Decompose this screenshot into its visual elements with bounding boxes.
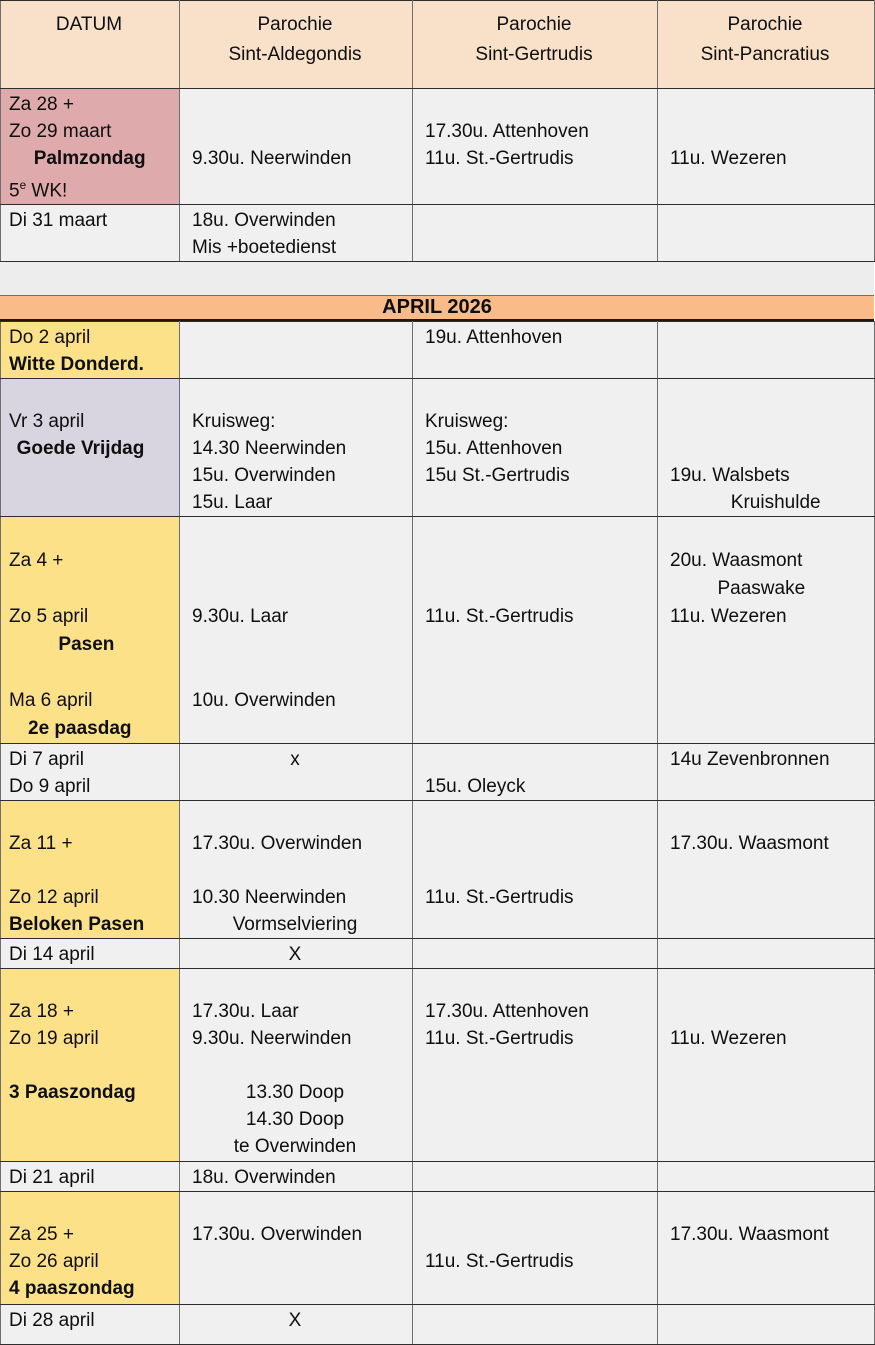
cell-line: 11u. Wezeren bbox=[670, 148, 787, 169]
cell-di-14-april-sint-gertrudis bbox=[413, 939, 658, 969]
table-header-row bbox=[1, 1, 875, 89]
cell-di-31-maart-sint-gertrudis bbox=[413, 205, 658, 262]
cell-line bbox=[658, 971, 872, 998]
cell-line bbox=[1, 659, 177, 687]
cell-vr-3-april-goede-vrijdag-datum bbox=[1, 379, 180, 517]
april-schedule-table bbox=[0, 321, 875, 1345]
cell-line bbox=[658, 519, 872, 547]
cell-za11-zo12-beloken-pasen-datum bbox=[1, 801, 180, 939]
cell-line: 17.30u. Overwinden bbox=[192, 833, 363, 855]
cell-line bbox=[1, 1194, 177, 1221]
cell-line bbox=[658, 1194, 872, 1221]
cell-line: 14.30 Doop bbox=[245, 1109, 345, 1131]
cell-line: Beloken Pasen bbox=[9, 914, 145, 936]
cell-line bbox=[180, 547, 410, 575]
cell-za18-zo19-3-paaszondag-sint-gertrudis bbox=[413, 969, 658, 1162]
column-header-line: Parochie bbox=[257, 14, 333, 35]
cell-za18-zo19-3-paaszondag-sint-pancratius bbox=[658, 969, 875, 1162]
cell-line: Vormselviering bbox=[232, 914, 358, 936]
cell-line: 13.30 Doop bbox=[245, 1082, 345, 1104]
cell-line: 15u. Overwinden bbox=[192, 465, 336, 487]
cell-za25-zo26-4-paaszondag-datum bbox=[1, 1192, 180, 1305]
cell-za28-zo29-palmzondag-sint-gertrudis bbox=[413, 89, 658, 205]
cell-line: 11u. St.-Gertrudis bbox=[425, 148, 574, 169]
cell-za11-zo12-beloken-pasen-sint-aldegondis bbox=[180, 801, 413, 939]
cell-di-28-april-sint-pancratius bbox=[658, 1305, 875, 1345]
cell-line bbox=[180, 971, 410, 998]
cell-di-31-maart-sint-aldegondis bbox=[180, 205, 413, 262]
cell-line bbox=[413, 575, 655, 603]
cell-line: Di 7 april bbox=[9, 749, 84, 771]
cell-di-14-april-sint-aldegondis bbox=[180, 939, 413, 969]
month-banner-label: APRIL 2026 bbox=[382, 296, 492, 319]
column-header-line: Sint-Aldegondis bbox=[228, 44, 362, 65]
cell-vr-3-april-goede-vrijdag-sint-pancratius bbox=[658, 379, 875, 517]
cell-line bbox=[180, 631, 410, 659]
cell-za11-zo12-beloken-pasen-sint-pancratius bbox=[658, 801, 875, 939]
cell-line: 18u. Overwinden bbox=[192, 1167, 336, 1189]
march-schedule-table bbox=[0, 0, 875, 262]
cell-line: 11u. Wezeren bbox=[670, 1028, 787, 1050]
cell-za25-zo26-4-paaszondag-sint-aldegondis bbox=[180, 1192, 413, 1305]
cell-di-7-do-9-april-sint-pancratius bbox=[658, 744, 875, 801]
cell-line bbox=[180, 857, 410, 884]
cell-line bbox=[413, 381, 655, 408]
cell-line: 17.30u. Attenhoven bbox=[425, 121, 589, 142]
column-header-line: Sint-Gertrudis bbox=[475, 44, 593, 65]
cell-line: 3 Paaszondag bbox=[9, 1082, 136, 1104]
cell-za4-zo5-pasen-ma6-sint-pancratius bbox=[658, 517, 875, 744]
cell-line: 15u. Attenhoven bbox=[425, 438, 563, 460]
cell-line: Witte Donderd. bbox=[9, 354, 144, 376]
cell-di-7-do-9-april-datum bbox=[1, 744, 180, 801]
cell-line bbox=[413, 857, 655, 884]
cell-line bbox=[1, 803, 177, 830]
column-header-line: Sint-Pancratius bbox=[700, 44, 830, 65]
cell-di-7-do-9-april-sint-aldegondis bbox=[180, 744, 413, 801]
cell-line bbox=[413, 519, 655, 547]
cell-line: X bbox=[288, 944, 302, 966]
cell-line: Za 25 + bbox=[9, 1224, 74, 1246]
cell-line: 15u. Laar bbox=[192, 492, 273, 514]
cell-line bbox=[1, 857, 177, 884]
cell-line: Vr 3 april bbox=[9, 411, 85, 433]
cell-line bbox=[180, 519, 410, 547]
cell-line: 17.30u. Waasmont bbox=[670, 833, 829, 855]
cell-line: Za 18 + bbox=[9, 1001, 74, 1023]
cell-line bbox=[658, 118, 872, 145]
cell-line bbox=[413, 803, 655, 830]
cell-line: Za 11 + bbox=[9, 833, 73, 855]
cell-di-14-april-datum bbox=[1, 939, 180, 969]
row-di-28-april bbox=[1, 1305, 875, 1345]
cell-line: Paaswake bbox=[717, 578, 806, 600]
row-vr-3-april-goede-vrijdag bbox=[1, 379, 875, 517]
cell-vr-3-april-goede-vrijdag-sint-aldegondis bbox=[180, 379, 413, 517]
row-za4-zo5-pasen-ma6 bbox=[1, 517, 875, 744]
row-za28-zo29-palmzondag bbox=[1, 89, 875, 205]
row-za25-zo26-4-paaszondag bbox=[1, 1192, 875, 1305]
cell-line bbox=[180, 381, 410, 408]
cell-line: Di 28 april bbox=[9, 1310, 95, 1332]
cell-line bbox=[658, 381, 872, 408]
cell-line bbox=[658, 435, 872, 462]
cell-line: 19u. Walsbets bbox=[670, 465, 790, 487]
cell-line bbox=[1, 1052, 177, 1079]
cell-line: 14.30 Neerwinden bbox=[192, 438, 347, 460]
cell-di-21-april-sint-gertrudis bbox=[413, 1162, 658, 1192]
cell-line: 9.30u. Neerwinden bbox=[192, 1028, 352, 1050]
cell-line: 18u. Overwinden bbox=[192, 210, 336, 232]
cell-line bbox=[413, 746, 655, 773]
cell-line bbox=[658, 998, 872, 1025]
cell-line bbox=[180, 1052, 410, 1079]
cell-line: 14u Zevenbronnen bbox=[670, 749, 830, 771]
cell-di-21-april-sint-aldegondis bbox=[180, 1162, 413, 1192]
cell-line: 17.30u. Laar bbox=[192, 1001, 299, 1023]
cell-line: X bbox=[288, 1310, 302, 1332]
cell-za4-zo5-pasen-ma6-datum bbox=[1, 517, 180, 744]
cell-di-28-april-sint-aldegondis bbox=[180, 1305, 413, 1345]
row-za18-zo19-3-paaszondag bbox=[1, 969, 875, 1162]
column-header-line: Parochie bbox=[496, 14, 572, 35]
cell-di-21-april-sint-pancratius bbox=[658, 1162, 875, 1192]
cell-line: 20u. Waasmont bbox=[670, 550, 803, 572]
cell-line: Zo 29 maart bbox=[9, 121, 112, 142]
cell-line bbox=[1, 519, 177, 547]
cell-line bbox=[180, 118, 410, 145]
cell-line bbox=[180, 575, 410, 603]
cell-line: 11u. St.-Gertrudis bbox=[425, 1251, 574, 1273]
row-di-31-maart bbox=[1, 205, 875, 262]
cell-za25-zo26-4-paaszondag-sint-gertrudis bbox=[413, 1192, 658, 1305]
cell-za4-zo5-pasen-ma6-sint-gertrudis bbox=[413, 517, 658, 744]
cell-za11-zo12-beloken-pasen-sint-gertrudis bbox=[413, 801, 658, 939]
cell-line bbox=[658, 408, 872, 435]
cell-line: x bbox=[290, 749, 300, 771]
cell-line bbox=[180, 1194, 410, 1221]
column-header-datum bbox=[1, 1, 180, 89]
cell-line: Zo 19 april bbox=[9, 1028, 99, 1050]
cell-di-7-do-9-april-sint-gertrudis bbox=[413, 744, 658, 801]
cell-line: 17.30u. Waasmont bbox=[670, 1224, 829, 1246]
cell-line bbox=[658, 803, 872, 830]
row-do-2-april-witte-donderdag bbox=[1, 322, 875, 379]
cell-di-28-april-sint-gertrudis bbox=[413, 1305, 658, 1345]
cell-line bbox=[413, 91, 655, 118]
cell-line bbox=[1, 381, 177, 408]
cell-line: 2e paasdag bbox=[28, 718, 132, 740]
cell-line: Za 28 + bbox=[9, 94, 74, 115]
cell-di-31-maart-datum bbox=[1, 205, 180, 262]
cell-line: 11u. Wezeren bbox=[670, 606, 787, 628]
row-za11-zo12-beloken-pasen bbox=[1, 801, 875, 939]
cell-di-31-maart-sint-pancratius bbox=[658, 205, 875, 262]
column-header-line: DATUM bbox=[55, 14, 123, 35]
cell-line bbox=[413, 1194, 655, 1221]
cell-line: Kruishulde bbox=[730, 492, 821, 514]
column-header-sint-aldegondis bbox=[180, 1, 413, 89]
cell-za28-zo29-palmzondag-sint-pancratius bbox=[658, 89, 875, 205]
cell-za28-zo29-palmzondag-sint-aldegondis bbox=[180, 89, 413, 205]
cell-line bbox=[413, 547, 655, 575]
cell-do-2-april-witte-donderdag-sint-aldegondis bbox=[180, 322, 413, 379]
cell-line: 19u. Attenhoven bbox=[425, 327, 563, 349]
cell-line bbox=[1, 575, 177, 603]
column-header-sint-gertrudis bbox=[413, 1, 658, 89]
cell-line: Palmzondag bbox=[33, 148, 146, 169]
cell-line: 15u. Oleyck bbox=[425, 776, 526, 798]
cell-line: 5e WK! bbox=[9, 179, 68, 202]
cell-line: Goede Vrijdag bbox=[16, 438, 145, 460]
column-header-sint-pancratius bbox=[658, 1, 875, 89]
cell-line bbox=[1, 971, 177, 998]
cell-line bbox=[413, 1221, 655, 1248]
cell-di-14-april-sint-pancratius bbox=[658, 939, 875, 969]
row-di-21-april bbox=[1, 1162, 875, 1192]
cell-do-2-april-witte-donderdag-datum bbox=[1, 322, 180, 379]
cell-line bbox=[180, 91, 410, 118]
cell-line: 15u St.-Gertrudis bbox=[425, 465, 570, 487]
cell-line bbox=[413, 971, 655, 998]
cell-line: Za 4 + bbox=[9, 550, 64, 572]
cell-line: Zo 12 april bbox=[9, 887, 99, 909]
cell-line: Zo 26 april bbox=[9, 1251, 99, 1273]
cell-line: 11u. St.-Gertrudis bbox=[425, 1028, 574, 1050]
cell-za25-zo26-4-paaszondag-sint-pancratius bbox=[658, 1192, 875, 1305]
cell-line: 11u. St.-Gertrudis bbox=[425, 606, 574, 628]
cell-di-28-april-datum bbox=[1, 1305, 180, 1345]
cell-di-21-april-datum bbox=[1, 1162, 180, 1192]
cell-line: Kruisweg: bbox=[192, 411, 276, 433]
cell-line: Do 2 april bbox=[9, 327, 91, 349]
column-header-line: Parochie bbox=[727, 14, 803, 35]
cell-line: Di 31 maart bbox=[9, 210, 108, 232]
cell-line: 17.30u. Overwinden bbox=[192, 1224, 363, 1246]
cell-za28-zo29-palmzondag-datum bbox=[1, 89, 180, 205]
cell-line: 10.30 Neerwinden bbox=[192, 887, 347, 909]
cell-line: Di 14 april bbox=[9, 944, 95, 966]
cell-line: 4 paaszondag bbox=[9, 1278, 135, 1300]
cell-line: 10u. Overwinden bbox=[192, 690, 336, 712]
cell-line: Di 21 april bbox=[9, 1167, 95, 1189]
cell-line: Pasen bbox=[58, 634, 115, 656]
cell-line bbox=[413, 830, 655, 857]
cell-za18-zo19-3-paaszondag-sint-aldegondis bbox=[180, 969, 413, 1162]
cell-line: Mis +boetedienst bbox=[192, 237, 337, 259]
cell-line bbox=[180, 803, 410, 830]
cell-line: 17.30u. Attenhoven bbox=[425, 1001, 589, 1023]
cell-do-2-april-witte-donderdag-sint-gertrudis bbox=[413, 322, 658, 379]
month-banner bbox=[0, 295, 874, 321]
cell-line: Kruisweg: bbox=[425, 411, 509, 433]
cell-line: Zo 5 april bbox=[9, 606, 89, 628]
cell-za4-zo5-pasen-ma6-sint-aldegondis bbox=[180, 517, 413, 744]
row-di-7-do-9-april bbox=[1, 744, 875, 801]
row-di-14-april bbox=[1, 939, 875, 969]
cell-line: 9.30u. Laar bbox=[192, 606, 289, 628]
cell-line bbox=[180, 659, 410, 687]
cell-za18-zo19-3-paaszondag-datum bbox=[1, 969, 180, 1162]
cell-line: 11u. St.-Gertrudis bbox=[425, 887, 574, 909]
cell-line: te Overwinden bbox=[233, 1136, 357, 1158]
cell-do-2-april-witte-donderdag-sint-pancratius bbox=[658, 322, 875, 379]
cell-line: Ma 6 april bbox=[9, 690, 93, 712]
section-gap bbox=[0, 262, 874, 295]
cell-line bbox=[658, 91, 872, 118]
cell-line: 9.30u. Neerwinden bbox=[192, 148, 352, 169]
cell-vr-3-april-goede-vrijdag-sint-gertrudis bbox=[413, 379, 658, 517]
cell-line: Do 9 april bbox=[9, 776, 91, 798]
